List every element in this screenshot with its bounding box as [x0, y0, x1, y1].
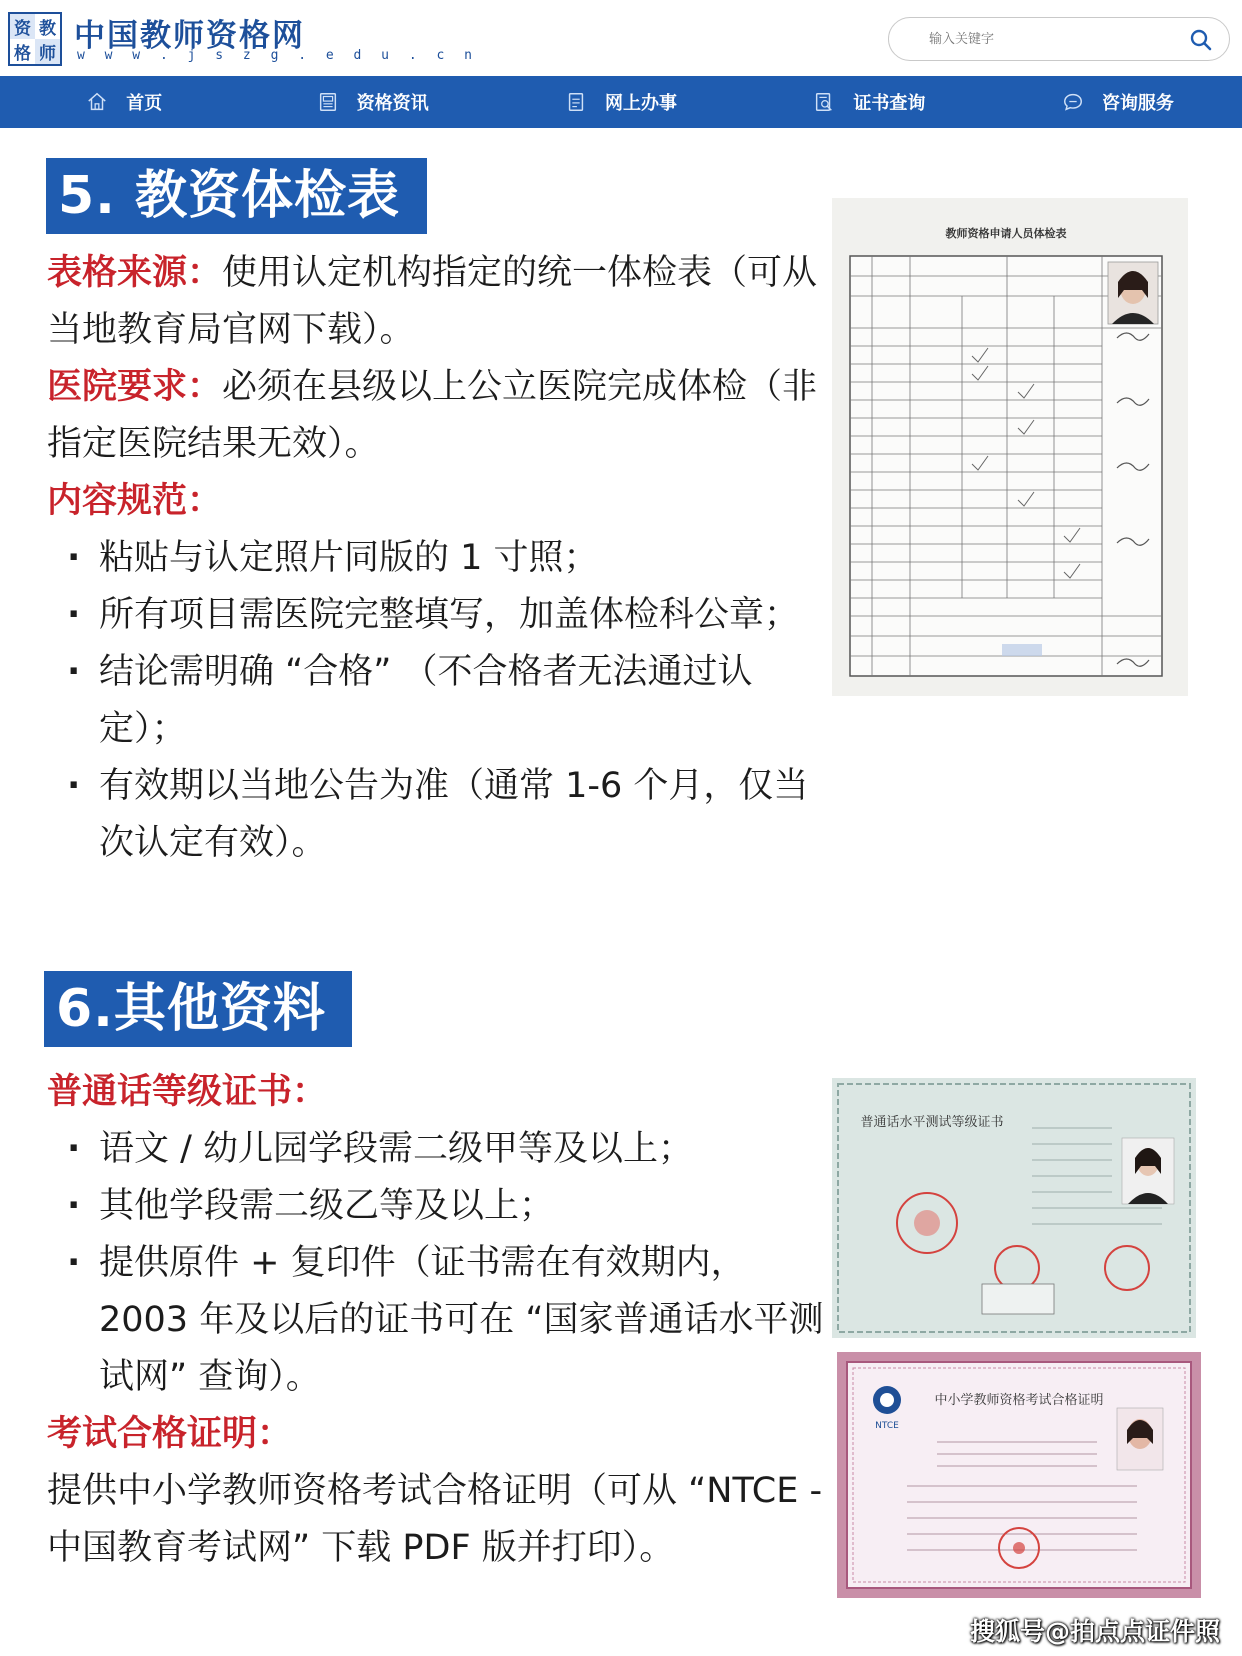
nav-label: 首页 [126, 93, 163, 114]
site-logo[interactable] [8, 12, 62, 66]
nav-item-online-service[interactable] [497, 76, 745, 128]
search-input[interactable] [929, 28, 1179, 50]
nav-item-news[interactable] [248, 76, 496, 128]
list-item: · 所有项目需医院完整填写，加盖体检科公章； [47, 587, 827, 644]
hospital-requirement-paragraph [47, 359, 827, 473]
home-icon [86, 91, 108, 113]
putonghua-cert-title: 普通话水平测试等级证书 [860, 1115, 1004, 1130]
certificate-search-icon [813, 91, 835, 113]
nav-item-consulting[interactable] [994, 76, 1242, 128]
logo-char: 教 [39, 19, 56, 39]
list-item: · 结论需明确 “合格” （不合格者无法通过认定）； [47, 644, 827, 758]
putonghua-certificate-drawing [832, 1078, 1196, 1338]
putonghua-certificate-image [832, 1078, 1196, 1338]
section6-body [47, 1064, 827, 1577]
list-item: · 提供原件 + 复印件（证书需在有效期内，2003 年及以后的证书可在 “国家普通话水平测试网” 查询）。 [47, 1235, 827, 1406]
form-title: 教师资格申请人员体检表 [945, 227, 1067, 240]
section5-body [47, 245, 827, 872]
nav-item-certificate-query[interactable] [745, 76, 993, 128]
form-source-text: 使用认定机构指定的统一体检表（可从当地教育局官网下载）。 [47, 253, 818, 350]
site-header [0, 0, 1242, 76]
ntce-logo-text: NTCE [875, 1421, 899, 1431]
site-url: w w w . j s z g . e d u . c n [77, 48, 478, 63]
exam-pass-label: 考试合格证明： [47, 1414, 293, 1454]
nav-label: 网上办事 [605, 93, 678, 114]
ntce-certificate-drawing [837, 1352, 1201, 1598]
nav-label: 资格资讯 [356, 93, 429, 114]
source-watermark: 搜狐号@拍点点证件照 [970, 1617, 1221, 1646]
site-name[interactable]: 中国教师资格网 [74, 18, 305, 54]
logo-char: 格 [14, 44, 31, 64]
logo-char: 师 [35, 39, 60, 64]
hospital-requirement-label: 医院要求： [47, 367, 223, 407]
search-box [888, 17, 1230, 61]
content-spec-label: 内容规范： [47, 481, 223, 521]
form-source-paragraph [47, 245, 827, 359]
nav-item-home[interactable] [0, 76, 248, 128]
list-item: · 其他学段需二级乙等及以上； [47, 1178, 827, 1235]
nav-label: 证书查询 [853, 93, 926, 114]
list-item: · 语文 / 幼儿园学段需二级甲等及以上； [47, 1121, 827, 1178]
hospital-requirement-text: 必须在县级以上公立医院完成体检（非指定医院结果无效）。 [47, 367, 818, 464]
form-source-label: 表格来源： [47, 253, 223, 293]
chat-icon [1062, 91, 1084, 113]
medical-exam-form-image [832, 198, 1188, 696]
section6-title: 6.其他资料 [44, 971, 352, 1047]
ntce-cert-title: 中小学教师资格考试合格证明 [934, 1393, 1104, 1408]
logo-char: 资 [10, 14, 35, 39]
main-nav [0, 76, 1242, 128]
search-icon[interactable] [1189, 28, 1213, 52]
putonghua-cert-label: 普通话等级证书： [47, 1072, 328, 1112]
document-icon [565, 91, 587, 113]
section5-title: 5. 教资体检表 [46, 158, 427, 234]
ntce-certificate-image [837, 1352, 1201, 1598]
nav-label: 咨询服务 [1101, 93, 1174, 114]
exam-pass-text: 提供中小学教师资格考试合格证明（可从 “NTCE - 中国教育考试网” 下载 PDF 版并打印）。 [47, 1471, 823, 1568]
list-item: · 有效期以当地公告为准（通常 1-6 个月，仅当次认定有效）。 [47, 758, 827, 872]
list-item: · 粘贴与认定照片同版的 1 寸照； [47, 530, 827, 587]
news-icon [317, 91, 339, 113]
medical-exam-form-drawing [832, 198, 1188, 696]
